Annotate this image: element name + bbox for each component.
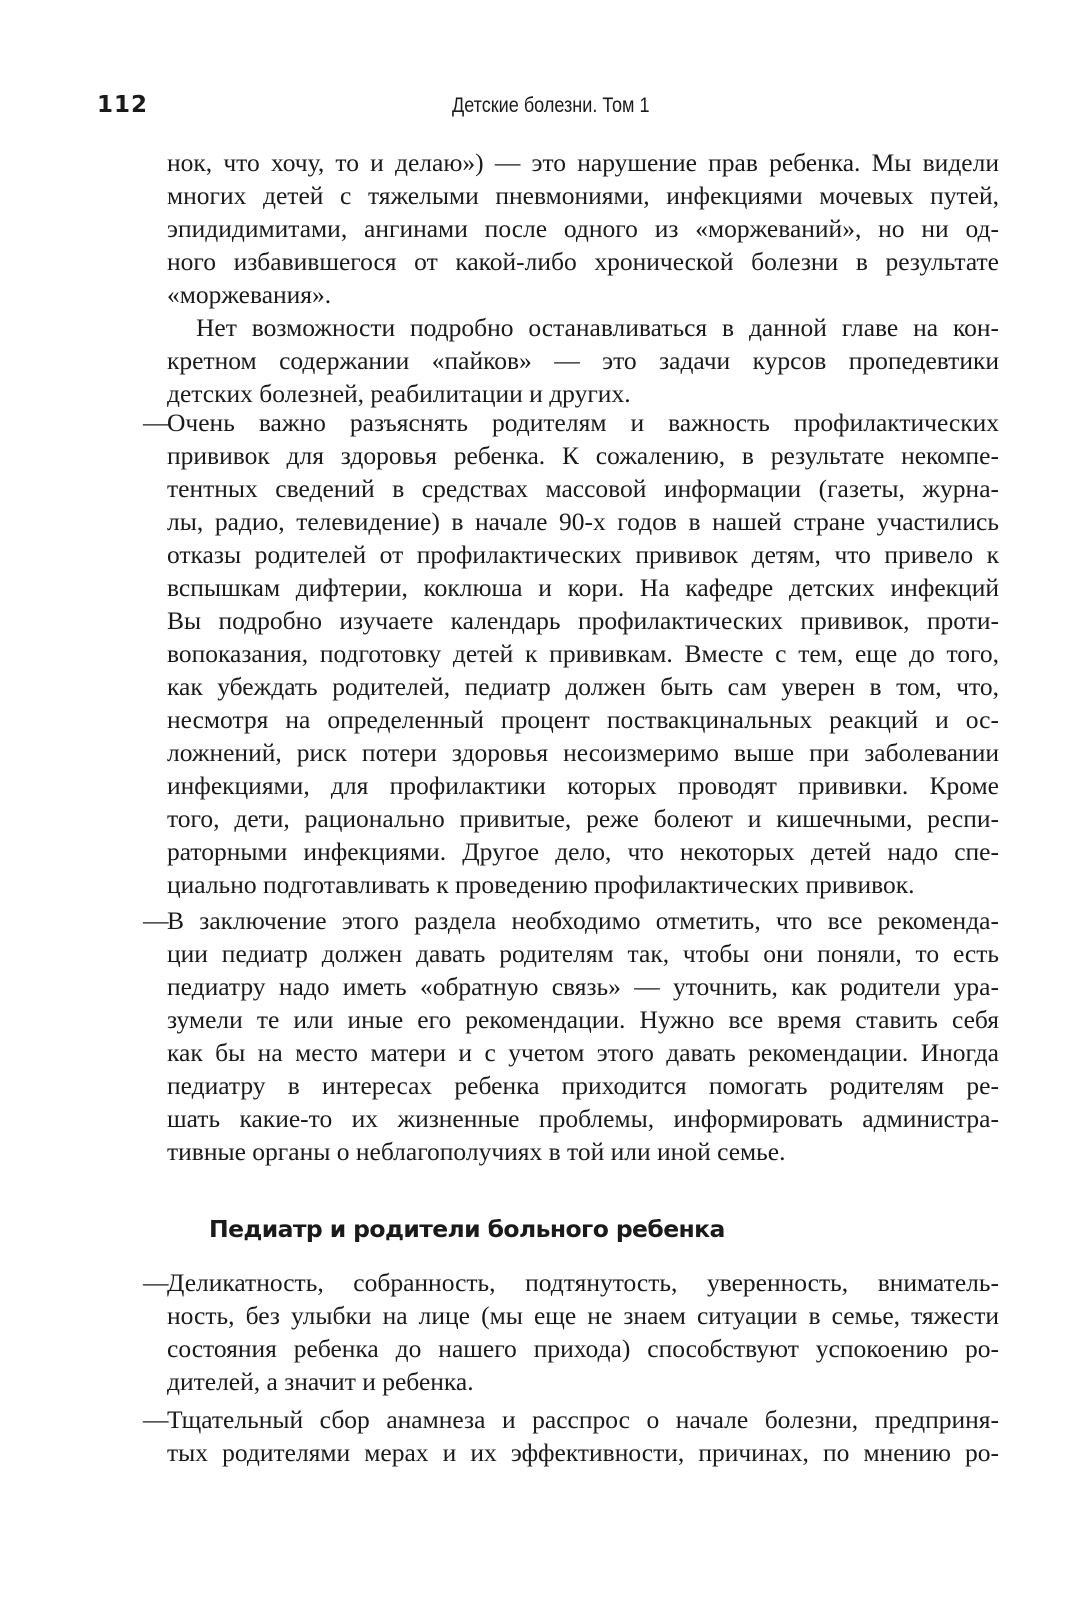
- text-line: тых родителями мерах и их эффективности, причинах, по мнению ро-: [167, 1438, 999, 1467]
- text-line: «моржевания».: [167, 280, 332, 309]
- text-line: Деликатность, собранность, подтянутость, уверенность, вниматель-: [167, 1268, 999, 1297]
- text-line: многих детей с тяжелыми пневмониями, инфекциями мочевых путей,: [167, 181, 999, 210]
- text-line: состояния ребенка до нашего прихода) способствуют успокоению ро-: [167, 1334, 999, 1363]
- text-line: несмотря на определенный процент поствакцинальных реакций и ос-: [167, 705, 999, 734]
- text-line: детских болезней, реабилитации и других.: [167, 379, 631, 408]
- text-line: инфекциями, для профилактики которых проводят прививки. Кроме: [167, 771, 999, 800]
- text-line: Нет возможности подробно останавливаться в данной главе на кон-: [196, 313, 999, 342]
- text-line: зумели те или иные его рекомендации. Нужно все время ставить себя: [167, 1005, 999, 1034]
- text-line: В заключение этого раздела необходимо отметить, что все рекоменда-: [167, 906, 999, 935]
- text-line: как убеждать родителей, педиатр должен быть сам уверен в том, что,: [167, 672, 999, 701]
- text-line: ложнений, риск потери здоровья несоизмеримо выше при заболевании: [167, 738, 999, 767]
- running-title: Детские болезни. Том 1: [452, 94, 650, 117]
- page-number: 112: [97, 92, 149, 118]
- text-line: нок, что хочу, то и делаю») — это нарушение прав ребенка. Мы видели: [167, 148, 999, 177]
- text-line: дителей, а значит и ребенка.: [167, 1367, 474, 1396]
- text-line: вспышкам дифтерии, коклюша и кори. На кафедре детских инфекций: [167, 573, 999, 602]
- page-header: [0, 92, 1070, 128]
- list-dash: —: [143, 1405, 169, 1434]
- list-dash: —: [143, 408, 169, 437]
- text-line: раторными инфекциями. Другое дело, что некоторых детей надо спе-: [167, 837, 999, 866]
- text-line: как бы на место матери и с учетом этого давать рекомендации. Иногда: [167, 1038, 999, 1067]
- text-line: кретном содержании «пайков» — это задачи курсов пропедевтики: [167, 346, 999, 375]
- list-dash: —: [143, 1268, 169, 1297]
- text-line: ность, без улыбки на лице (мы еще не знаем ситуации в семье, тяжести: [167, 1301, 999, 1330]
- text-line: вопоказания, подготовку детей к прививкам. Вместе с тем, еще до того,: [167, 639, 999, 668]
- text-line: лы, радио, телевидение) в начале 90-х годов в нашей стране участились: [167, 507, 999, 536]
- text-line: ции педиатр должен давать родителям так, чтобы они поняли, то есть: [167, 939, 999, 968]
- text-line: циально подготавливать к проведению профилактических прививок.: [167, 870, 915, 899]
- text-line: педиатру надо иметь «обратную связь» — уточнить, как родители ура-: [167, 972, 999, 1001]
- text-line: Тщательный сбор анамнеза и расспрос о начале болезни, предприня-: [167, 1405, 999, 1434]
- text-line: Вы подробно изучаете календарь профилактических прививок, проти-: [167, 606, 999, 635]
- text-line: прививок для здоровья ребенка. К сожалению, в результате некомпе-: [167, 441, 999, 470]
- text-line: тивные органы о неблагополучиях в той или иной семье.: [167, 1137, 786, 1166]
- section-heading: Педиатр и родители больного ребенка: [209, 1215, 725, 1243]
- text-line: ного избавившегося от какой-либо хронической болезни в результате: [167, 247, 999, 276]
- text-line: шать какие-то их жизненные проблемы, информировать администра-: [167, 1104, 999, 1133]
- list-dash: —: [143, 906, 169, 935]
- text-line: тентных сведений в средствах массовой информации (газеты, журна-: [167, 474, 999, 503]
- text-line: того, дети, рационально привитые, реже болеют и кишечными, респи-: [167, 804, 999, 833]
- text-line: эпидидимитами, ангинами после одного из «моржеваний», но ни од-: [167, 214, 999, 243]
- text-line: Очень важно разъяснять родителям и важность профилактических: [167, 408, 999, 437]
- text-line: отказы родителей от профилактических прививок детям, что привело к: [167, 540, 999, 569]
- text-line: педиатру в интересах ребенка приходится помогать родителям ре-: [167, 1071, 999, 1100]
